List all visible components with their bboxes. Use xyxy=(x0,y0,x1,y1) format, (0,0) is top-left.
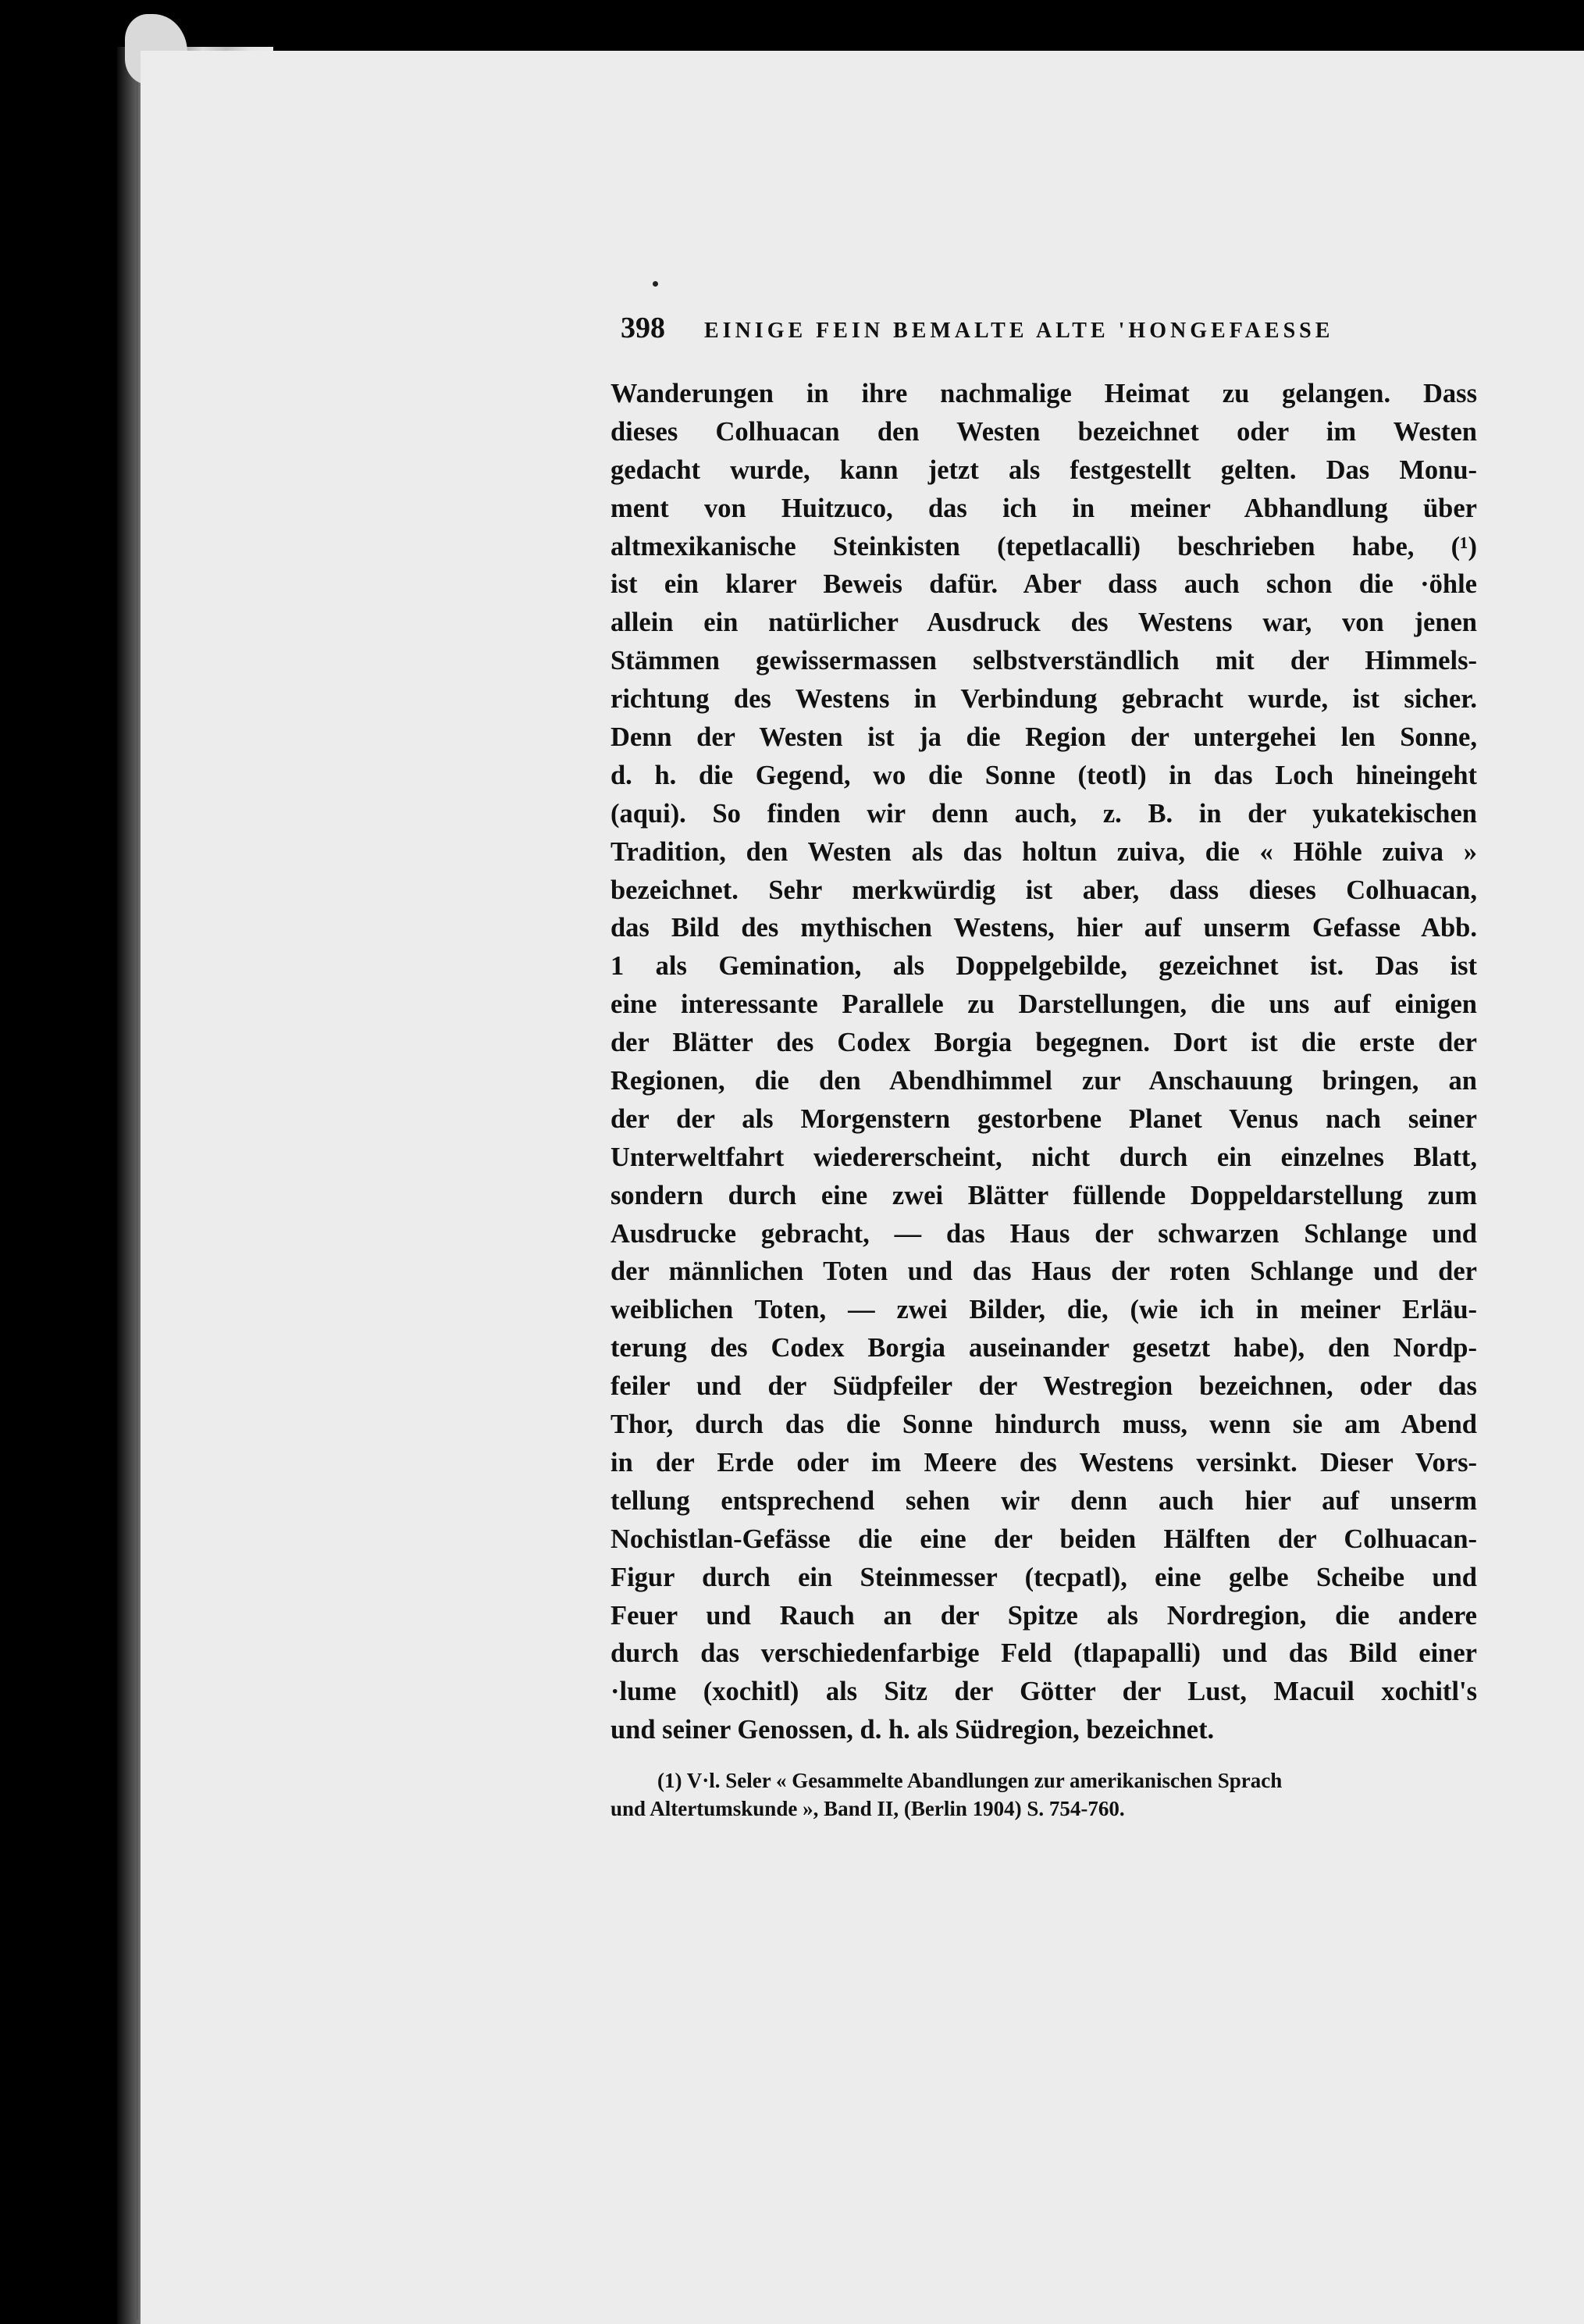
body-line: durch das verschiedenfarbige Feld (tlapapalli) und das Bild einer xyxy=(610,1638,1477,1669)
body-line: eine interessante Parallele zu Darstellungen, die uns auf einigen xyxy=(610,989,1477,1020)
body-line: Wanderungen in ihre nachmalige Heimat zu gelangen. Dass xyxy=(610,379,1477,408)
body-line: bezeichnet. Sehr merkwürdig ist aber, dass dieses Colhuacan, xyxy=(610,875,1477,905)
body-line: Thor, durch das die Sonne hindurch muss, wenn sie am Abend xyxy=(610,1410,1477,1440)
body-line: Unterweltfahrt wiedererscheint, nicht durch ein einzelnes Blatt, xyxy=(610,1142,1477,1172)
body-line: Stämmen gewissermassen selbstverständlich mit der Himmels- xyxy=(610,646,1477,676)
page-number: 398 xyxy=(621,312,665,344)
body-line: ·lume (xochitl) als Sitz der Götter der Lust, Macuil xochitl's xyxy=(610,1677,1477,1707)
body-line: gedacht wurde, kann jetzt als festgestellt gelten. Das Monu- xyxy=(610,454,1477,485)
footnote-line: (1) V·l. Seler « Gesammelte Abandlungen zur amerikanischen Sprach xyxy=(657,1769,1283,1792)
footnote-line: und Altertumskunde », Band II, (Berlin 1904) S. 754-760. xyxy=(610,1797,1125,1820)
body-line: Figur durch ein Steinmesser (tecpatl), eine gelbe Scheibe und xyxy=(610,1562,1477,1592)
body-line: Ausdrucke gebracht, — das Haus der schwarzen Schlange und xyxy=(610,1218,1477,1249)
footnote xyxy=(610,1766,1477,1823)
body-line: der Blätter des Codex Borgia begegnen. Dort ist die erste der xyxy=(610,1028,1477,1058)
body-line: der männlichen Toten und das Haus der roten Schlange und der xyxy=(610,1256,1477,1287)
ink-dot xyxy=(653,281,658,287)
body-line: und seiner Genossen, d. h. als Südregion, bezeichnet. xyxy=(610,1715,1215,1745)
body-line: Nochistlan-Gefässe die eine der beiden Hälften der Colhuacan- xyxy=(610,1524,1477,1554)
body-line: tellung entsprechend sehen wir denn auch hier auf unserm xyxy=(610,1485,1477,1516)
body-line: altmexikanische Steinkisten (tepetlacalli) beschrieben habe, (¹) xyxy=(610,531,1477,561)
body-line: feiler und der Südpfeiler der Westregion bezeichnen, oder das xyxy=(610,1371,1477,1402)
body-line: terung des Codex Borgia auseinander gesetzt habe), den Nordp- xyxy=(610,1333,1477,1363)
body-line: d. h. die Gegend, wo die Sonne (teotl) in das Loch hineingeht xyxy=(610,760,1477,790)
body-line: 1 als Gemination, als Doppelgebilde, gezeichnet ist. Das ist xyxy=(610,951,1477,982)
body-line: dieses Colhuacan den Westen bezeichnet oder im Westen xyxy=(610,416,1477,447)
body-line: allein ein natürlicher Ausdruck des Westens war, von jenen xyxy=(610,608,1477,638)
body-text xyxy=(610,375,1477,1749)
body-line: ment von Huitzuco, das ich in meiner Abhandlung über xyxy=(610,493,1477,523)
body-line: Feuer und Rauch an der Spitze als Nordregion, die andere xyxy=(610,1600,1477,1631)
body-line: Denn der Westen ist ja die Region der untergehei len Sonne, xyxy=(610,722,1477,753)
body-line: (aqui). So finden wir denn auch, z. B. in der yukatekischen xyxy=(610,798,1477,829)
body-line: in der Erde oder im Meere des Westens versinkt. Dieser Vors- xyxy=(610,1447,1477,1477)
running-title: EINIGE FEIN BEMALTE ALTE 'HONGEFAESSE xyxy=(704,319,1334,343)
body-line: ist ein klarer Beweis dafür. Aber dass auch schon die ·öhle xyxy=(610,569,1477,600)
body-line: richtung des Westens in Verbindung gebracht wurde, ist sicher. xyxy=(610,684,1477,715)
body-line: Regionen, die den Abendhimmel zur Anschauung bringen, an xyxy=(610,1066,1477,1096)
body-line: sondern durch eine zwei Blätter füllende Doppeldarstellung zum xyxy=(610,1180,1477,1210)
body-line: weiblichen Toten, — zwei Bilder, die, (wie ich in meiner Erläu- xyxy=(610,1295,1477,1325)
page-header xyxy=(621,311,1401,342)
body-line: Tradition, den Westen als das holtun zuiva, die « Höhle zuiva » xyxy=(610,836,1477,867)
body-line: das Bild des mythischen Westens, hier auf unserm Gefasse Abb. xyxy=(610,913,1477,943)
body-line: der der als Morgenstern gestorbene Planet Venus nach seiner xyxy=(610,1103,1477,1134)
